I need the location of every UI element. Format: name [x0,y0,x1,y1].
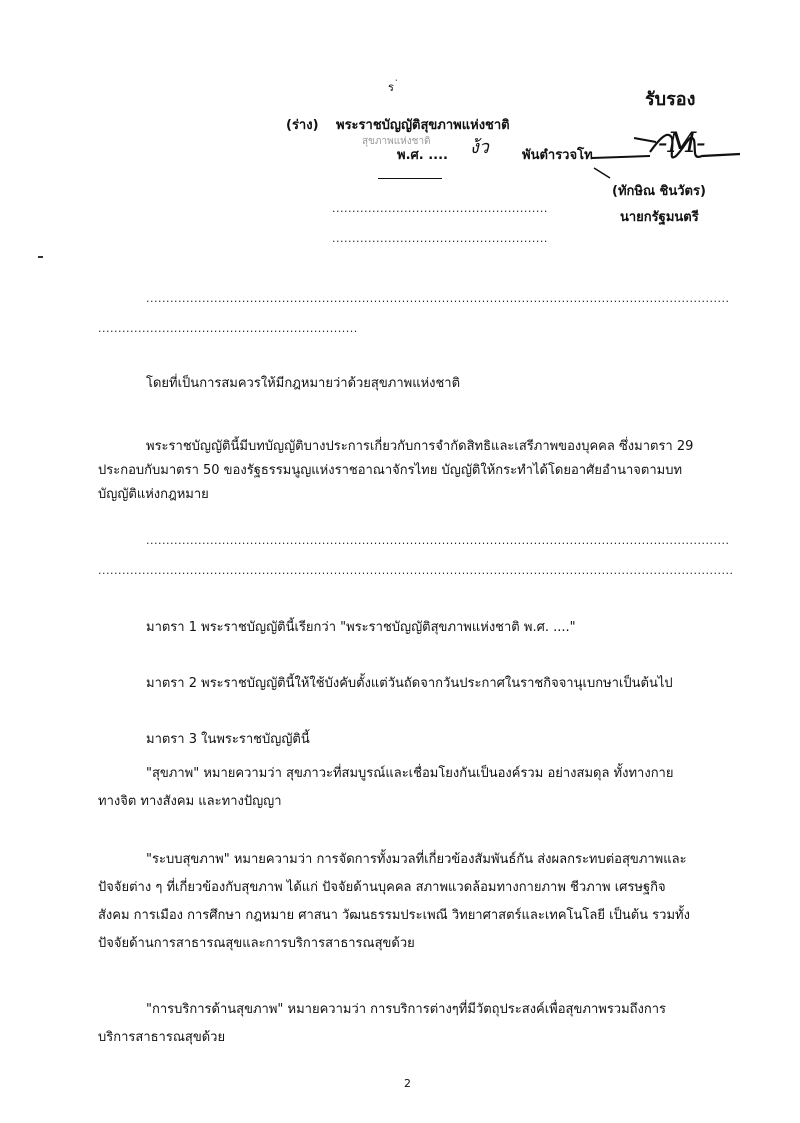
signer-name: (ทักษิณ ชินวัตร) [612,184,706,199]
header-mark: ร ่ [388,81,398,94]
signature-text: -M- [658,126,706,159]
rights-paragraph [98,432,720,509]
faint-overlay-text: สุขภาพแห่งชาติ [362,136,431,147]
def-system-line-1: "ระบบสุขภาพ" หมายความว่า การจัดการทั้งมวลที่เกี่ยวข้องสัมพันธ์กัน ส่งผลกระทบต่อสุขภาพและ [146,852,687,867]
def-service-line-1: "การบริการด้านสุขภาพ" หมายความว่า การบริการต่างๆที่มีวัตถุประสงค์เพื่อสุขภาพรวมถึงการ [146,1002,667,1017]
rights-line-1: พระราชบัญญัตินี้มีบทบัญญัติบางประการเกี่ยวกับการจำกัดสิทธิและเสรีภาพของบุคคล ซึ่งมาตรา 29 [146,439,694,454]
draft-label: (ร่าง) [286,118,319,133]
placeholder-long-4: ............................................................................................................................................................... [98,564,734,577]
page-number: 2 [404,1077,411,1090]
section-3: มาตรา 3 ในพระราชบัญญัตินี้ [146,732,310,747]
def-service-line-2: บริการสาธารณสุขด้วย [98,1030,226,1045]
officer-title: พันตำรวจโท [522,148,593,163]
placeholder-long-2: ................................................................. [98,322,358,335]
handwritten-initial: ง้ว [470,137,489,158]
signature-mark [590,118,750,178]
def-health-line-1: "สุขภาพ" หมายความว่า สุขภาวะที่สมบูรณ์และเชื่อมโยงกันเป็นองค์รวม อย่างสมดุล ทั้งทางกาย [146,766,674,781]
year-label: พ.ศ. .... [397,148,448,163]
margin-mark [38,256,43,258]
placeholder-short-1: ...................................................... [332,202,548,215]
title-underline [378,178,442,179]
preamble-text: โดยที่เป็นการสมควรให้มีกฎหมายว่าด้วยสุขภาพแห่งชาติ [146,376,461,391]
section-1: มาตรา 1 พระราชบัญญัตินี้เรียกว่า "พระราชบัญญัติสุขภาพแห่งชาติ พ.ศ. ...." [146,620,576,635]
section-2: มาตรา 2 พระราชบัญญัตินี้ให้ใช้บังคับตั้งแต่วันถัดจากวันประกาศในราชกิจจานุเบกษาเป็นต้นไป [146,676,673,691]
def-system-line-4: ปัจจัยด้านการสาธารณสุขและการบริการสาธารณสุขด้วย [98,936,415,951]
signer-position: นายกรัฐมนตรี [620,210,699,225]
endorsement-label: รับรอง [645,89,696,110]
placeholder-long-3: .................................................................................................................................................. [146,534,730,547]
placeholder-long-1: .................................................................................................................................................. [146,292,730,305]
def-system-line-3: สังคม การเมือง การศึกษา กฎหมาย ศาสนา วัฒนธรรมประเพณี วิทยาศาสตร์และเทคโนโลยี เป็นต้น รวมทั้ง [98,908,690,923]
def-system-line-2: ปัจจัยต่าง ๆ ที่เกี่ยวข้องกับสุขภาพ ได้แก่ ปัจจัยด้านบุคคล สภาพแวดล้อมทางกายภาพ ชีวภาพ เศรษฐกิจ [98,880,666,895]
act-title: พระราชบัญญัติสุขภาพแห่งชาติ [336,118,510,133]
placeholder-short-2: ...................................................... [332,232,548,245]
rights-line-3: บัญญัติแห่งกฎหมาย [98,487,209,502]
def-health-line-2: ทางจิต ทางสังคม และทางปัญญา [98,794,282,809]
rights-line-2: ประกอบกับมาตรา 50 ของรัฐธรรมนูญแห่งราชอาณาจักรไทย บัญญัติให้กระทำได้โดยอาศัยอำนาจตามบท [98,463,683,478]
